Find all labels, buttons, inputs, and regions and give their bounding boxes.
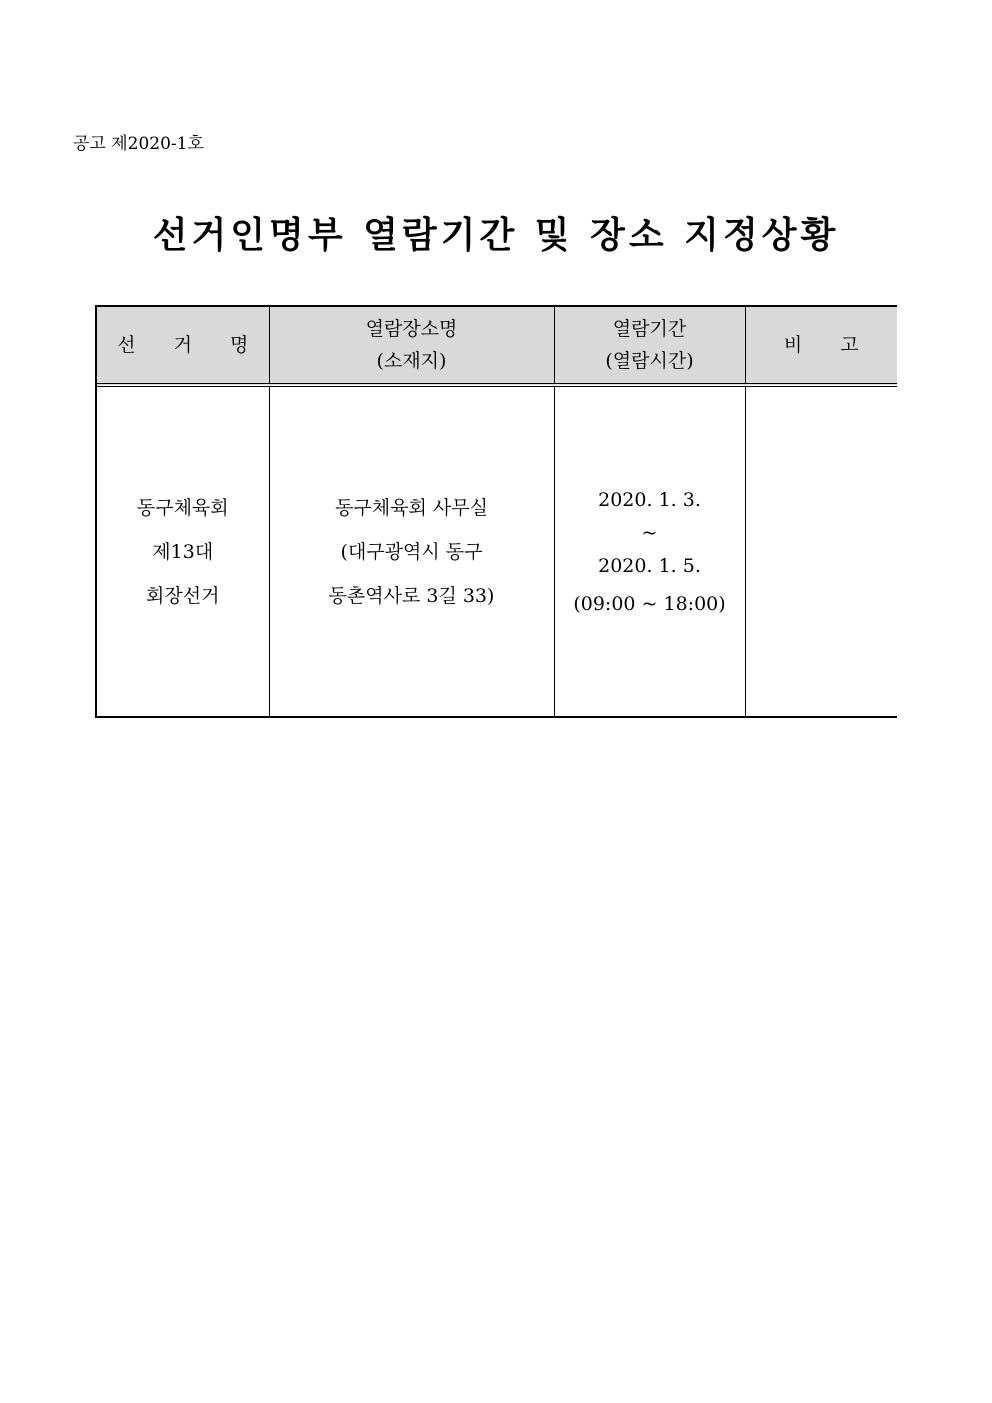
header-period: [554, 307, 745, 385]
period-separator: ~: [641, 521, 658, 544]
period-hours: (09:00 ~ 18:00): [573, 592, 726, 615]
header-remarks: 비 고: [745, 307, 897, 385]
period-start-date: 2020. 1. 3.: [598, 488, 701, 511]
election-name-line: 회장선거: [146, 584, 220, 607]
header-place-location: (소재지): [376, 350, 447, 372]
table-row: [97, 385, 897, 716]
cell-period: [554, 385, 745, 716]
header-place-name: 열람장소명: [365, 318, 458, 340]
cell-remarks: [745, 385, 897, 716]
header-place: [269, 307, 554, 385]
place-line: 동구체육회 사무실: [335, 496, 488, 519]
notice-number: 공고 제2020-1호: [73, 134, 204, 154]
table-header-row: [97, 307, 897, 385]
inspection-schedule-table: [95, 305, 897, 718]
place-line: 동촌역사로 3길 33): [328, 584, 495, 607]
election-name-line: 동구체육회: [136, 496, 229, 519]
place-line: (대구광역시 동구: [340, 540, 483, 563]
header-period-dates: 열람기간: [612, 318, 687, 340]
document-title: 선거인명부 열람기간 및 장소 지정상황: [152, 214, 840, 256]
period-end-date: 2020. 1. 5.: [598, 554, 701, 577]
cell-place: [269, 385, 554, 716]
cell-election-name: [97, 385, 269, 716]
header-election-name: 선 거 명: [97, 307, 269, 385]
header-period-hours: (열람시간): [605, 350, 694, 372]
election-name-line: 제13대: [152, 540, 214, 563]
schedule-table: [97, 307, 897, 716]
